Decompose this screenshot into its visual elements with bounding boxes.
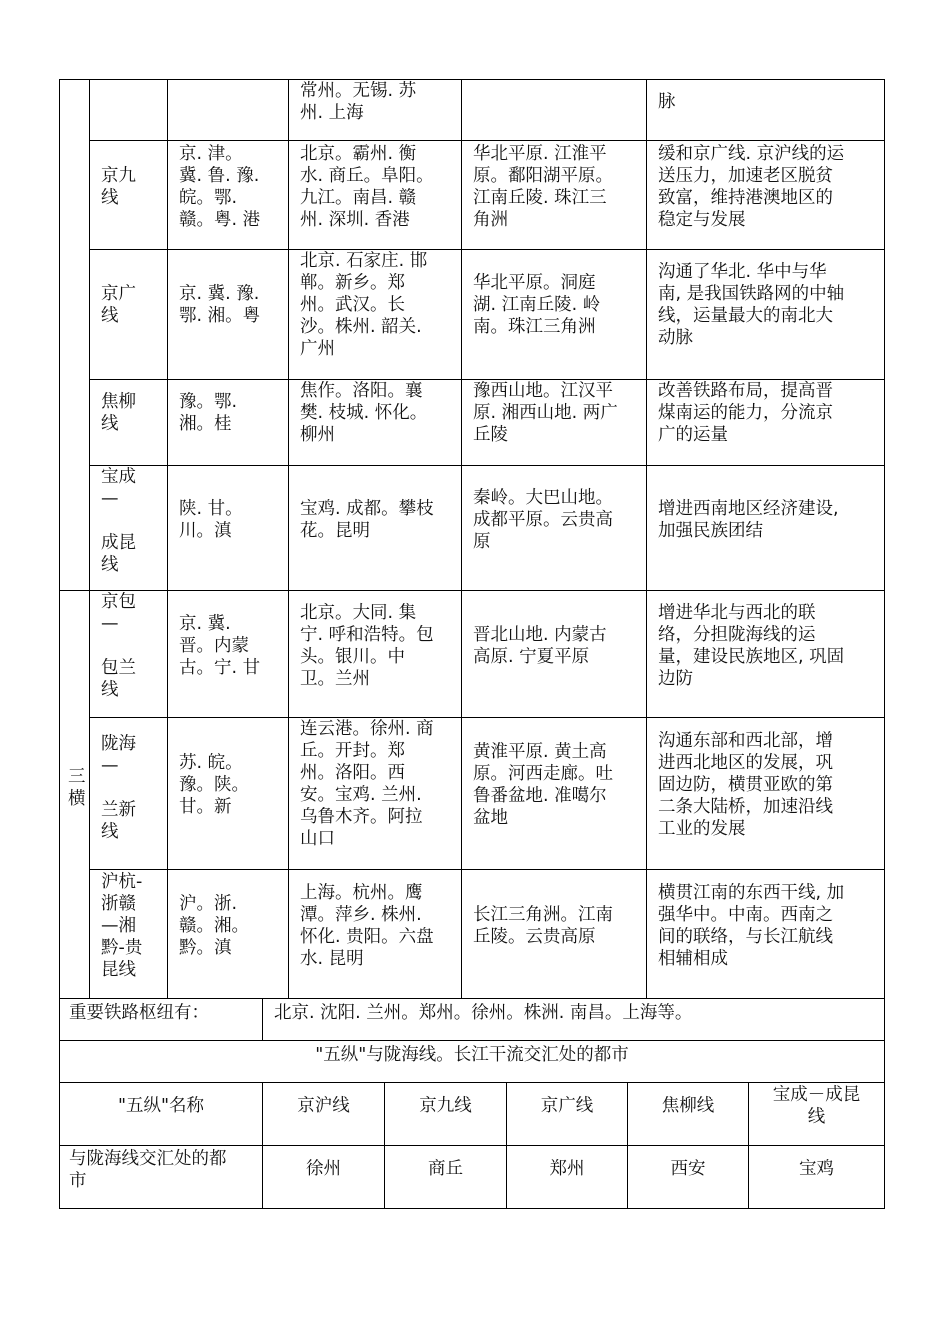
row-divider: [89, 249, 885, 250]
row-divider: [59, 998, 885, 999]
cell-cities: 北京. 石家庄. 邯 郸。新乡。郑 州。武汉。长 沙。株州. 韶关. 广州: [300, 251, 428, 359]
row-divider: [59, 1145, 885, 1146]
cell-line-name: 宝成 — 成昆 线: [101, 467, 136, 575]
junction-row-label: 与陇海线交汇处的都 市: [69, 1149, 227, 1191]
cell-significance: 增进西南地区经济建设, 加强民族团结: [658, 499, 839, 541]
hubs-value: 北京. 沈阳. 兰州。郑州。徐州。株洲. 南昌。上海等。: [274, 1003, 693, 1023]
row-divider: [59, 1040, 885, 1041]
junction-city: 徐州: [306, 1159, 341, 1179]
column-divider: [89, 79, 90, 999]
cell-terrain: 豫西山地。江汉平 原. 湘西山地. 两广 丘陵: [473, 381, 618, 445]
cell-terrain: 秦岭。大巴山地。 成都平原。云贵高 原: [473, 488, 613, 552]
cell-provinces: 苏. 皖。 豫。陕。 甘。新: [179, 753, 249, 817]
cell-line-name: 陇海 — 兰新 线: [101, 734, 136, 842]
row-divider: [89, 465, 885, 466]
cell-cities: 北京。大同. 集 宁. 呼和浩特。包 头。银川。中 卫。兰州: [300, 603, 434, 689]
cell-provinces: 京. 冀. 晋。内蒙 古。宁. 甘: [179, 614, 261, 678]
cell-provinces: 陕. 甘。 川。滇: [179, 499, 243, 541]
junction-line-name: 宝成－成昆 线: [772, 1085, 861, 1127]
group-divider: [59, 590, 885, 591]
junction-city: 西安: [670, 1159, 706, 1179]
column-divider: [167, 79, 168, 999]
cell-cities: 焦作。洛阳。襄 樊. 枝城. 怀化。 柳州: [300, 381, 428, 445]
column-divider: [288, 79, 289, 999]
table-top-border: [59, 79, 885, 80]
cell-provinces: 京. 津。 冀. 鲁. 豫. 皖。鄂. 赣。粤. 港: [179, 144, 261, 230]
cell-cities: 上海。杭州。鹰 潭。萍乡. 株州. 怀化. 贵阳。六盘 水. 昆明: [300, 883, 434, 969]
row-divider: [89, 869, 885, 870]
cell-terrain: 华北平原。洞庭 湖. 江南丘陵. 岭 南。珠江三角洲: [473, 273, 601, 337]
row-divider: [89, 717, 885, 718]
cell-line-name: 京广 线: [101, 284, 136, 326]
table-bottom-border: [59, 1208, 885, 1209]
junction-line-name: 京沪线: [297, 1096, 350, 1116]
junction-city: 郑州: [549, 1159, 585, 1179]
column-divider: [262, 998, 263, 1041]
column-divider: [646, 79, 647, 999]
cell-line-name: 京包 — 包兰 线: [101, 592, 136, 700]
junction-header-label: "五纵"名称: [117, 1096, 205, 1116]
row-divider: [89, 140, 885, 141]
junction-line-name: 焦柳线: [661, 1096, 715, 1116]
junction-line-name: 京广线: [540, 1096, 594, 1116]
junction-line-name: 京九线: [419, 1096, 472, 1116]
cell-significance: 缓和京广线. 京沪线的运 送压力，加速老区脱贫 致富，维持港澳地区的 稳定与发展: [658, 144, 845, 230]
table-left-border: [59, 79, 60, 1209]
row-divider: [59, 1082, 885, 1083]
cell-significance: 横贯江南的东西干线, 加 强华中。中南。西南之 间的联络，与长江航线 相辅相成: [658, 883, 845, 969]
cell-terrain: 黄淮平原. 黄土高 原。河西走廊。吐 鲁番盆地. 准噶尔 盆地: [473, 742, 613, 828]
junction-city: 宝鸡: [799, 1159, 834, 1179]
cell-terrain: 晋北山地. 内蒙古 高原. 宁夏平原: [473, 625, 607, 667]
cell-provinces: 豫。鄂. 湘。桂: [179, 392, 238, 434]
cell-cities: 常州。无锡. 苏 州. 上海: [300, 81, 417, 123]
cell-significance: 脉: [658, 92, 676, 112]
cell-provinces: 沪。浙. 赣。湘。 黔。滇: [179, 894, 249, 958]
cell-significance: 增进华北与西北的联 络，分担陇海线的运 量，建设民族地区, 巩固 边防: [658, 603, 845, 689]
cell-significance: 沟通了华北. 华中与华 南, 是我国铁路网的中轴 线，运量最大的南北大 动脉: [658, 262, 845, 348]
cell-cities: 连云港。徐州. 商 丘。开封。郑 州。洛阳。西 安。宝鸡. 兰州. 乌鲁木齐。阿拉 山口: [300, 719, 434, 849]
cell-terrain: 长江三角洲。江南 丘陵。云贵高原: [473, 905, 613, 947]
cell-cities: 北京。霸州. 衡 水. 商丘。阜阳。 九江。南昌. 赣 州. 深圳. 香港: [300, 144, 434, 230]
cell-significance: 改善铁路布局，提高晋 煤南运的能力，分流京 广的运量: [658, 381, 833, 445]
table-right-border: [884, 79, 885, 1209]
group-label: 三 横: [68, 767, 86, 809]
column-divider: [461, 79, 462, 999]
cell-significance: 沟通东部和西北部，增 进西北地区的发展，巩 固边防，横贯亚欧的第 二条大陆桥，加速沿线 工业的发展: [658, 731, 833, 839]
cell-line-name: 焦柳 线: [101, 392, 136, 434]
cell-line-name: 京九 线: [101, 166, 136, 208]
junction-city: 商丘: [428, 1159, 463, 1179]
cell-cities: 宝鸡. 成都。攀枝 花。昆明: [300, 499, 434, 541]
cell-line-name: 沪杭- 浙赣 —湘 黔-贵 昆线: [101, 872, 143, 980]
hubs-label: 重要铁路枢纽有：: [69, 1003, 209, 1023]
cell-terrain: 华北平原. 江淮平 原。鄱阳湖平原。 江南丘陵. 珠江三 角洲: [473, 144, 613, 230]
cell-provinces: 京. 冀. 豫. 鄂. 湘。粤: [179, 284, 261, 326]
junction-table-title: "五纵"与陇海线。长江干流交汇处的都市: [315, 1045, 629, 1065]
